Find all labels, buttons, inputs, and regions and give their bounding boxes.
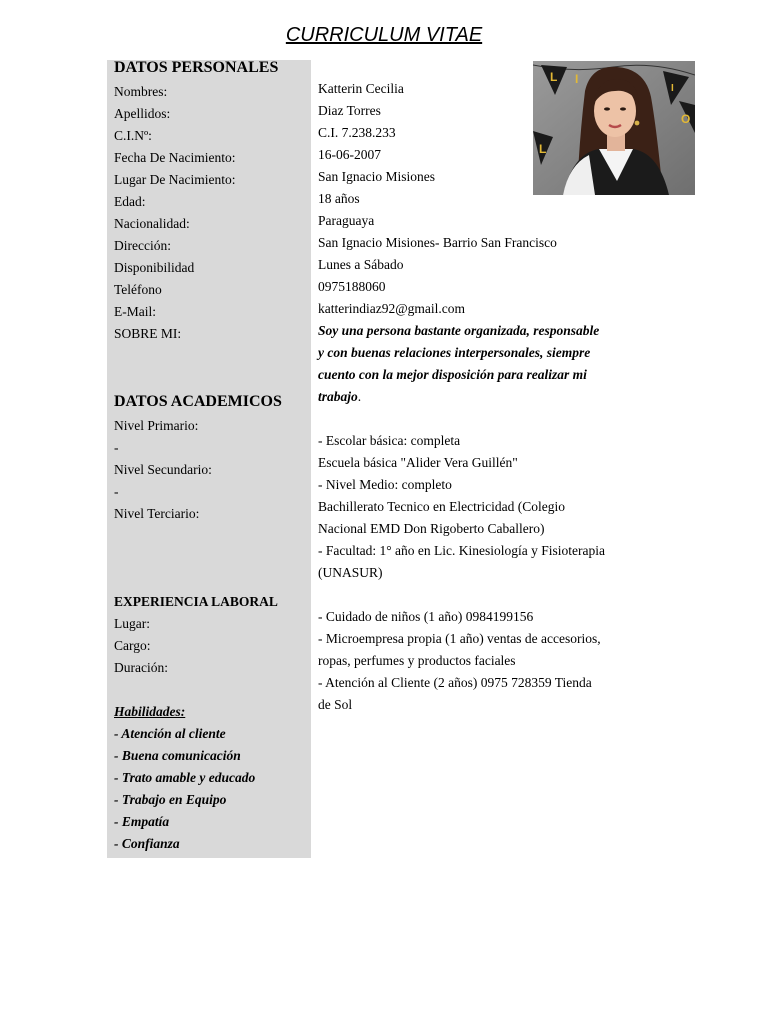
label-nivel-primario: Nivel Primario: — [114, 418, 199, 433]
label-dash: - — [114, 440, 119, 455]
banner-letter: I — [575, 72, 579, 86]
value-disponibilidad: Lunes a Sábado — [318, 257, 404, 272]
value-apellidos: Diaz Torres — [318, 103, 381, 118]
label-duracion: Duración: — [114, 660, 168, 675]
value-ci: C.I. 7.238.233 — [318, 125, 396, 140]
about-text-period: . — [357, 389, 362, 404]
experience-line: - Cuidado de niños (1 año) 0984199156 — [318, 609, 534, 624]
value-edad: 18 años — [318, 191, 360, 206]
value-fecha-nacimiento: 16-06-2007 — [318, 147, 381, 162]
label-nivel-secundario: Nivel Secundario: — [114, 462, 212, 477]
profile-photo — [533, 61, 695, 195]
value-lugar-nacimiento: San Ignacio Misiones — [318, 169, 435, 184]
skill-item: - Confianza — [114, 836, 180, 851]
label-nombres: Nombres: — [114, 84, 168, 99]
academic-line: - Escolar básica: completa — [318, 433, 461, 448]
skill-item: - Trato amable y educado — [114, 770, 256, 785]
label-lugar: Lugar: — [114, 616, 150, 631]
skill-item: - Buena comunicación — [114, 748, 241, 763]
label-lugar-nacimiento: Lugar De Nacimiento: — [114, 172, 236, 187]
label-telefono: Teléfono — [114, 282, 162, 297]
label-fecha-nacimiento: Fecha De Nacimiento: — [114, 150, 236, 165]
label-sobre-mi: SOBRE MI: — [114, 326, 182, 341]
experience-line: de Sol — [318, 697, 353, 712]
label-direccion: Dirección: — [114, 238, 171, 253]
academic-line: Escuela básica "Alider Vera Guillén" — [318, 455, 518, 470]
academic-line: - Nivel Medio: completo — [318, 477, 452, 492]
section-heading-experience: EXPERIENCIA LABORAL — [114, 594, 278, 609]
about-text-line: y con buenas relaciones interpersonales, siempre — [318, 345, 591, 360]
about-text-line: cuento con la mejor disposición para realizar mi — [318, 367, 587, 382]
academic-line: - Facultad: 1° año en Lic. Kinesiología y Fisioterapia — [318, 543, 605, 558]
label-disponibilidad: Disponibilidad — [114, 260, 195, 275]
skill-item: - Atención al cliente — [114, 726, 226, 741]
experience-line: ropas, perfumes y productos faciales — [318, 653, 516, 668]
label-cargo: Cargo: — [114, 638, 151, 653]
section-heading-personal: DATOS PERSONALES — [114, 59, 279, 76]
banner-letter: L — [539, 142, 547, 156]
about-text-line: Soy una persona bastante organizada, responsable — [318, 323, 600, 338]
label-edad: Edad: — [114, 194, 146, 209]
value-nombres: Katterin Cecilia — [318, 81, 404, 96]
label-nivel-terciario: Nivel Terciario: — [114, 506, 200, 521]
value-direccion: San Ignacio Misiones- Barrio San Francisco — [318, 235, 557, 250]
value-telefono: 0975188060 — [318, 279, 386, 294]
skills-heading: Habilidades: — [114, 704, 186, 719]
skill-item: - Trabajo en Equipo — [114, 792, 227, 807]
experience-line: - Microempresa propia (1 año) ventas de accesorios, — [318, 631, 601, 646]
section-heading-academic: DATOS ACADEMICOS — [114, 393, 282, 410]
label-apellidos: Apellidos: — [114, 106, 171, 121]
banner-letter: I — [671, 83, 674, 94]
value-nacionalidad: Paraguaya — [318, 213, 375, 228]
academic-line: (UNASUR) — [318, 565, 383, 580]
about-text-line-last — [318, 389, 361, 405]
experience-line: - Atención al Cliente (2 años) 0975 728359 Tienda — [318, 675, 592, 690]
skill-item: - Empatía — [114, 814, 170, 829]
academic-line: Bachillerato Tecnico en Electricidad (Colegio — [318, 499, 565, 514]
label-email: E-Mail: — [114, 304, 156, 319]
academic-line: Nacional EMD Don Rigoberto Caballero) — [318, 521, 545, 536]
label-dash: - — [114, 484, 119, 499]
profile-photo-illustration — [533, 61, 695, 195]
page-title: CURRICULUM VITAE — [285, 24, 483, 46]
label-ci: C.I.Nº: — [114, 128, 152, 143]
label-nacionalidad: Nacionalidad: — [114, 216, 190, 231]
about-text-last-word: trabajo — [318, 389, 358, 404]
banner-letter: L — [550, 70, 558, 84]
value-email: katterindiaz92@gmail.com — [318, 301, 466, 316]
banner-letter: O — [681, 112, 691, 126]
